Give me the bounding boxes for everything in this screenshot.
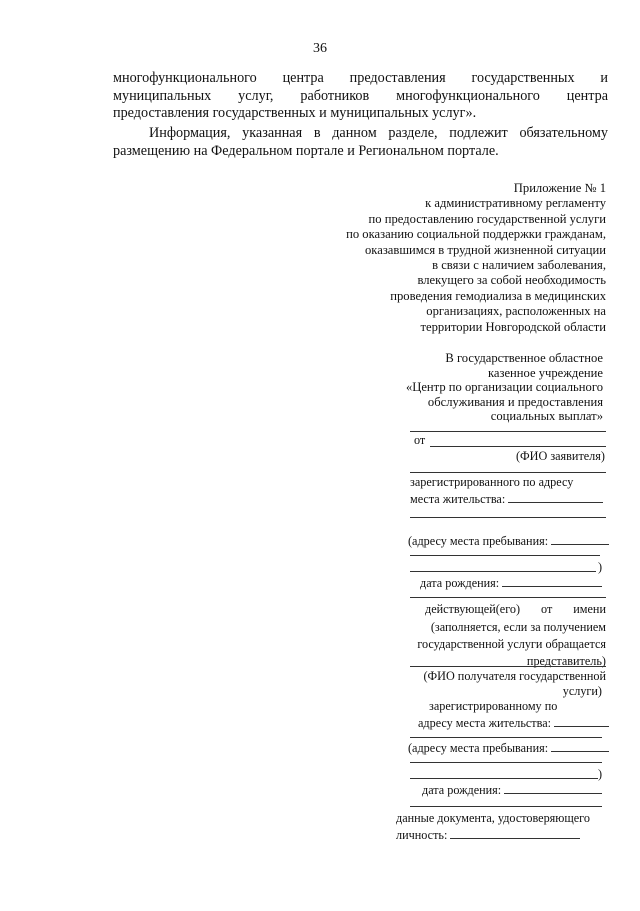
residence-address-label-2: адресу места жительства: <box>418 714 609 731</box>
acting-on-behalf: действующей(его) от имени <box>425 602 606 616</box>
addressee-line: социальных выплат» <box>490 409 603 424</box>
blank-line[interactable] <box>410 517 606 518</box>
fio-recipient-caption-cont: услуги) <box>562 684 602 698</box>
appendix-title: Приложение № 1 <box>513 181 606 195</box>
blank-line[interactable] <box>410 555 600 556</box>
addressee-line: «Центр по организации социального <box>405 380 603 395</box>
id-document-label: данные документа, удостоверяющего <box>396 811 590 825</box>
appendix-line: по предоставлению государственной услуги <box>368 211 606 226</box>
addressee-line: В государственное областное <box>445 351 603 365</box>
id-document-label-cont: личность: <box>396 826 580 843</box>
body-line: муниципальных услуг, работников многофункционального центра <box>113 87 608 104</box>
appendix-line: в связи с наличием заболевания, <box>432 258 606 273</box>
birth-date-label: дата рождения: <box>420 574 602 591</box>
addressee-line: обслуживания и предоставления <box>427 394 603 409</box>
fio-recipient-caption: (ФИО получателя государственной <box>423 669 606 683</box>
closing-paren: ) <box>598 560 603 574</box>
blank-line[interactable] <box>410 571 596 572</box>
birth-date-field[interactable] <box>502 574 602 587</box>
appendix-line: влекущего за собой необходимость <box>417 273 606 288</box>
from-label: от <box>414 433 426 447</box>
id-document-field[interactable] <box>450 826 580 839</box>
note-line: государственной услуги обращается <box>417 637 606 651</box>
residence-address-label: места жительства: <box>410 490 603 507</box>
fio-applicant-caption: (ФИО заявителя) <box>516 449 605 463</box>
page-number: 36 <box>313 41 327 56</box>
blank-line[interactable] <box>410 762 602 763</box>
residence-address-field-2[interactable] <box>554 714 609 727</box>
body-line: предоставления государственных и муниципальных услуг». <box>113 105 477 121</box>
body-line: Информация, указанная в данном разделе, подлежит обязательному <box>149 125 608 141</box>
applicant-name-field[interactable] <box>430 446 606 447</box>
blank-line[interactable] <box>410 806 602 807</box>
blank-line[interactable] <box>410 778 598 779</box>
blank-line[interactable] <box>410 472 606 473</box>
appendix-line: оказавшимся в трудной жизненной ситуации <box>365 242 606 257</box>
blank-line[interactable] <box>410 597 606 598</box>
blank-line[interactable] <box>410 431 606 432</box>
stay-address-label-2: (адресу места пребывания: <box>408 739 609 756</box>
addressee-line: казенное учреждение <box>487 365 603 380</box>
appendix-line: организациях, расположенных на <box>426 304 606 319</box>
appendix-line: к административному регламенту <box>425 196 606 211</box>
body-line: многофункционального центра предоставления государственных и <box>113 70 608 86</box>
blank-line[interactable] <box>410 737 602 738</box>
registered-label: зарегистрированного по адресу <box>410 475 574 489</box>
birth-date-field-2[interactable] <box>504 781 602 794</box>
note-line: представитель) <box>526 654 606 668</box>
stay-address-field-2[interactable] <box>551 739 609 752</box>
residence-address-field[interactable] <box>508 490 603 503</box>
registered-to-label: зарегистрированному по <box>429 699 558 713</box>
birth-date-label-2: дата рождения: <box>422 781 602 798</box>
recipient-name-field[interactable] <box>410 666 606 667</box>
closing-paren-2: ) <box>598 767 603 781</box>
appendix-line: проведения гемодиализа в медицинских <box>390 288 606 303</box>
appendix-line: по оказанию социальной поддержки гражданам, <box>346 227 606 242</box>
note-line: (заполняется, если за получением <box>430 620 606 634</box>
stay-address-label: (адресу места пребывания: <box>408 532 609 549</box>
stay-address-field[interactable] <box>551 532 609 545</box>
appendix-line: территории Новгородской области <box>420 319 606 334</box>
body-line: размещению на Федеральном портале и Региональном портале. <box>113 142 499 159</box>
